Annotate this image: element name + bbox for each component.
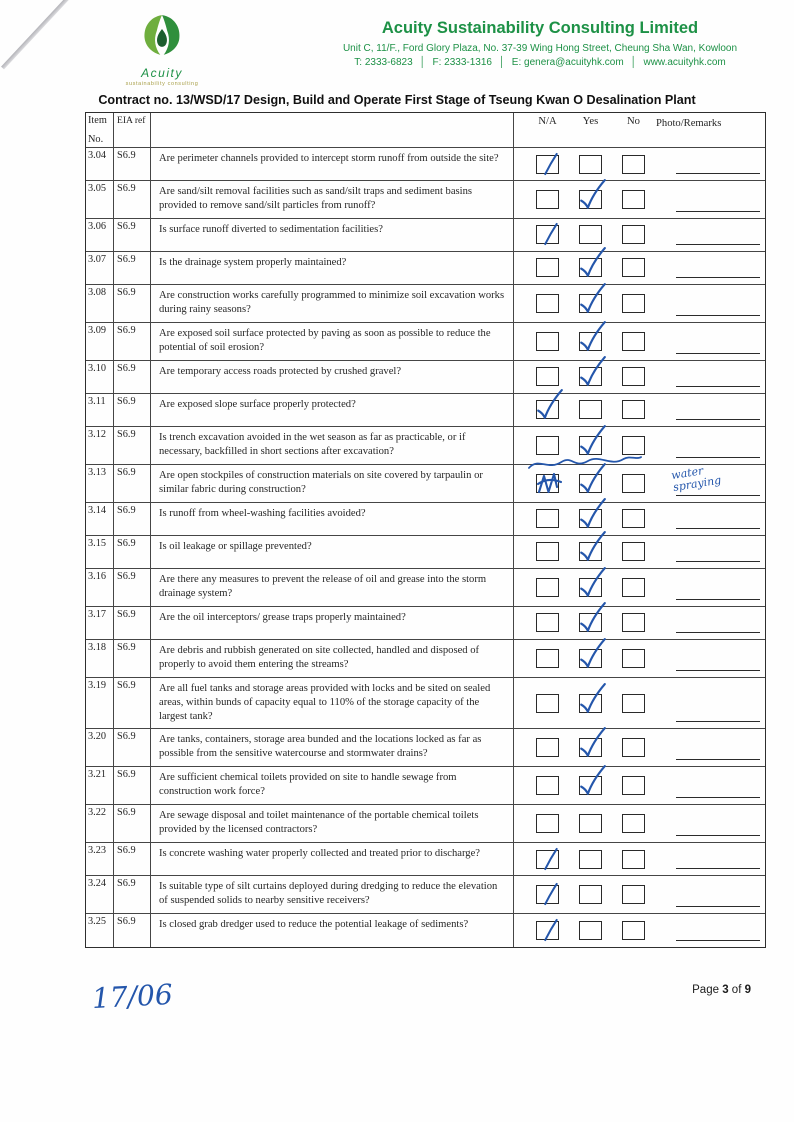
row-question: Are sewage disposal and toilet maintenance of the portable chemical toilets provided by the licensed contractors?	[151, 805, 514, 842]
row-remarks-field[interactable]	[654, 252, 764, 284]
checkbox-na[interactable]	[536, 776, 559, 795]
checkbox-no[interactable]	[622, 649, 645, 668]
checkbox-no[interactable]	[622, 400, 645, 419]
row-eia-ref: S6.9	[114, 503, 151, 535]
row-question: Are construction works carefully programmed to minimize soil excavation works during rainy seasons?	[151, 285, 514, 322]
checkbox-yes[interactable]	[579, 509, 602, 528]
checkbox-na[interactable]	[536, 474, 559, 493]
row-remarks-field[interactable]	[654, 181, 764, 218]
row-item-no: 3.08	[86, 285, 114, 322]
contact-separator: │	[419, 56, 426, 68]
row-item-no: 3.11	[86, 394, 114, 426]
col-header-remarks: Photo/Remarks	[656, 118, 722, 129]
row-item-no: 3.15	[86, 536, 114, 568]
row-remarks-field[interactable]	[654, 914, 764, 947]
row-eia-ref: S6.9	[114, 181, 151, 218]
company-address: Unit C, 11/F., Ford Glory Plaza, No. 37-39 Wing Hong Street, Cheung Sha Wan, Kowloon	[342, 42, 738, 54]
checkbox-na[interactable]	[536, 694, 559, 713]
table-row	[86, 219, 765, 252]
remark-writing-line	[676, 386, 760, 387]
checkbox-no[interactable]	[622, 613, 645, 632]
row-remarks-field[interactable]	[654, 148, 764, 180]
checkbox-no[interactable]	[622, 885, 645, 904]
row-remarks-field[interactable]	[654, 607, 764, 639]
row-question: Are perimeter channels provided to intercept storm runoff from outside the site?	[151, 148, 514, 180]
row-remarks-field[interactable]	[654, 427, 764, 464]
row-eia-ref: S6.9	[114, 805, 151, 842]
row-eia-ref: S6.9	[114, 394, 151, 426]
row-remarks-field[interactable]	[654, 678, 764, 729]
row-item-no: 3.12	[86, 427, 114, 464]
checkbox-na[interactable]	[536, 155, 559, 174]
table-row	[86, 607, 765, 640]
table-row	[86, 503, 765, 536]
checkbox-no[interactable]	[622, 738, 645, 757]
row-item-no: 3.21	[86, 767, 114, 804]
table-row	[86, 914, 765, 947]
row-item-no: 3.06	[86, 219, 114, 251]
row-remarks-field[interactable]	[654, 503, 764, 535]
remark-writing-line	[676, 495, 760, 496]
table-row	[86, 465, 765, 503]
table-header-row	[86, 113, 765, 148]
table-row	[86, 536, 765, 569]
row-eia-ref: S6.9	[114, 323, 151, 360]
col-header-item-line1: Item	[88, 115, 107, 126]
contract-title: Contract no. 13/WSD/17 Design, Build and Operate First Stage of Tseung Kwan O Desalination Plant	[98, 93, 696, 107]
row-eia-ref: S6.9	[114, 729, 151, 766]
row-item-no: 3.16	[86, 569, 114, 606]
row-question: Are sand/silt removal facilities such as sand/silt traps and sediment basins provided to remove sand/silt particles from runoff?	[151, 181, 514, 218]
checkbox-yes[interactable]	[579, 294, 602, 313]
row-remarks-field[interactable]	[654, 361, 764, 393]
row-item-no: 3.17	[86, 607, 114, 639]
row-checks	[514, 805, 654, 842]
row-checks	[514, 323, 654, 360]
remark-writing-line	[676, 906, 760, 907]
row-eia-ref: S6.9	[114, 678, 151, 729]
checkbox-na[interactable]	[536, 921, 559, 940]
table-row	[86, 729, 765, 767]
row-eia-ref: S6.9	[114, 843, 151, 875]
checkbox-no[interactable]	[622, 694, 645, 713]
checkbox-no[interactable]	[622, 332, 645, 351]
remark-writing-line	[676, 173, 760, 174]
row-remark-handwriting: water spraying	[670, 463, 722, 494]
table-row	[86, 767, 765, 805]
company-tel: T: 2333-6823	[354, 56, 413, 68]
row-eia-ref: S6.9	[114, 607, 151, 639]
checklist-body	[86, 148, 765, 947]
row-checks	[514, 876, 654, 913]
checkbox-na[interactable]	[536, 613, 559, 632]
checkbox-na[interactable]	[536, 258, 559, 277]
row-question: Are exposed slope surface properly protected?	[151, 394, 514, 426]
acuity-leaf-logo-icon	[134, 10, 190, 60]
col-header-answers	[514, 113, 654, 147]
table-row	[86, 323, 765, 361]
table-row	[86, 805, 765, 843]
checkbox-na[interactable]	[536, 190, 559, 209]
company-logo	[124, 10, 200, 87]
checkbox-na[interactable]	[536, 649, 559, 668]
row-item-no: 3.10	[86, 361, 114, 393]
row-checks	[514, 843, 654, 875]
row-checks	[514, 767, 654, 804]
row-checks	[514, 219, 654, 251]
checkbox-yes[interactable]	[579, 885, 602, 904]
remark-writing-line	[676, 599, 760, 600]
remark-writing-line	[676, 244, 760, 245]
remark-writing-line	[676, 528, 760, 529]
remark-writing-line	[676, 835, 760, 836]
row-eia-ref: S6.9	[114, 640, 151, 677]
checkbox-yes[interactable]	[579, 850, 602, 869]
row-checks	[514, 181, 654, 218]
row-question: Are exposed soil surface protected by paving as soon as possible to reduce the potential of soil erosion?	[151, 323, 514, 360]
row-eia-ref: S6.9	[114, 914, 151, 947]
remark-writing-line	[676, 457, 760, 458]
row-checks	[514, 536, 654, 568]
checkbox-no[interactable]	[622, 850, 645, 869]
row-eia-ref: S6.9	[114, 427, 151, 464]
checkbox-no[interactable]	[622, 509, 645, 528]
row-checks	[514, 285, 654, 322]
col-header-yes: Yes	[582, 116, 599, 127]
row-question: Is runoff from wheel-washing facilities avoided?	[151, 503, 514, 535]
row-question: Is the drainage system properly maintained?	[151, 252, 514, 284]
row-eia-ref: S6.9	[114, 252, 151, 284]
checkbox-no[interactable]	[622, 155, 645, 174]
checkbox-no[interactable]	[622, 258, 645, 277]
checkbox-yes[interactable]	[579, 921, 602, 940]
row-checks	[514, 503, 654, 535]
remark-writing-line	[676, 277, 760, 278]
row-question: Is trench excavation avoided in the wet season as far as practicable, or if necessary, backfilled in short sections after excavation?	[151, 427, 514, 464]
row-eia-ref: S6.9	[114, 285, 151, 322]
col-header-eia: EIA ref	[114, 113, 151, 147]
scan-corner-artifact	[1, 0, 75, 69]
row-question: Is concrete washing water properly collected and treated prior to discharge?	[151, 843, 514, 875]
checkbox-yes[interactable]	[579, 814, 602, 833]
page-label-of: of	[731, 984, 742, 996]
company-contacts	[310, 57, 770, 68]
row-checks	[514, 640, 654, 677]
row-checks	[514, 465, 654, 502]
checkbox-na[interactable]	[536, 294, 559, 313]
row-eia-ref: S6.9	[114, 536, 151, 568]
checkbox-yes[interactable]	[579, 190, 602, 209]
row-checks	[514, 914, 654, 947]
row-remarks-field[interactable]	[654, 465, 764, 502]
row-remarks-field[interactable]	[654, 843, 764, 875]
row-question: Are all fuel tanks and storage areas provided with locks and be sited on sealed areas, within bunds of capacity equal to 110% of the storage capacity of the largest tank?	[151, 678, 514, 729]
contact-separator: │	[630, 56, 637, 68]
row-remarks-field[interactable]	[654, 876, 764, 913]
row-checks	[514, 361, 654, 393]
row-question: Is oil leakage or spillage prevented?	[151, 536, 514, 568]
row-item-no: 3.13	[86, 465, 114, 502]
row-remarks-field[interactable]	[654, 219, 764, 251]
row-item-no: 3.14	[86, 503, 114, 535]
col-header-item	[86, 113, 114, 147]
row-question: Are sufficient chemical toilets provided on site to handle sewage from construction work force?	[151, 767, 514, 804]
remark-writing-line	[676, 561, 760, 562]
row-question: Is suitable type of silt curtains deployed during dredging to reduce the elevation of suspended solids to nearby sensitive receivers?	[151, 876, 514, 913]
checkbox-no[interactable]	[622, 294, 645, 313]
row-checks	[514, 729, 654, 766]
row-remarks-field[interactable]	[654, 536, 764, 568]
row-eia-ref: S6.9	[114, 465, 151, 502]
row-question: Are there any measures to prevent the release of oil and grease into the storm drainage system?	[151, 569, 514, 606]
checkbox-no[interactable]	[622, 814, 645, 833]
checkbox-yes[interactable]	[579, 332, 602, 351]
row-item-no: 3.19	[86, 678, 114, 729]
logo-tagline-text: sustainability consulting	[125, 81, 199, 87]
row-checks	[514, 252, 654, 284]
col-header-question	[151, 113, 514, 147]
row-question: Is closed grab dredger used to reduce the potential leakage of sediments?	[151, 914, 514, 947]
row-remarks-field[interactable]	[654, 805, 764, 842]
table-row	[86, 640, 765, 678]
checkbox-yes[interactable]	[579, 367, 602, 386]
remark-writing-line	[676, 759, 760, 760]
row-item-no: 3.04	[86, 148, 114, 180]
remark-writing-line	[676, 670, 760, 671]
row-eia-ref: S6.9	[114, 361, 151, 393]
col-header-item-line2: No.	[88, 134, 104, 145]
page-label-prefix: Page	[692, 984, 719, 996]
row-question: Are the oil interceptors/ grease traps properly maintained?	[151, 607, 514, 639]
checkbox-yes[interactable]	[579, 613, 602, 632]
company-name: Acuity Sustainability Consulting Limited	[381, 19, 699, 37]
row-remarks-field[interactable]	[654, 323, 764, 360]
table-row	[86, 569, 765, 607]
handwritten-date: 17/06	[91, 977, 174, 1016]
checkbox-na[interactable]	[536, 814, 559, 833]
checkbox-yes[interactable]	[579, 400, 602, 419]
checkbox-yes[interactable]	[579, 694, 602, 713]
page-number	[692, 984, 751, 996]
checkbox-na[interactable]	[536, 400, 559, 419]
checkbox-na[interactable]	[536, 885, 559, 904]
checkbox-no[interactable]	[622, 578, 645, 597]
logo-brand-text: Acuity	[141, 66, 183, 80]
checkbox-yes[interactable]	[579, 258, 602, 277]
contact-separator: │	[498, 56, 505, 68]
checklist-table	[85, 112, 766, 948]
row-item-no: 3.23	[86, 843, 114, 875]
remark-writing-line	[676, 868, 760, 869]
row-item-no: 3.07	[86, 252, 114, 284]
company-website: www.acuityhk.com	[643, 56, 726, 68]
remark-writing-line	[676, 211, 760, 212]
checkbox-yes[interactable]	[579, 542, 602, 561]
checkbox-na[interactable]	[536, 578, 559, 597]
checkbox-yes[interactable]	[579, 225, 602, 244]
row-remarks-field[interactable]	[654, 569, 764, 606]
remark-writing-line	[676, 632, 760, 633]
row-eia-ref: S6.9	[114, 219, 151, 251]
row-checks	[514, 607, 654, 639]
row-eia-ref: S6.9	[114, 569, 151, 606]
row-item-no: 3.20	[86, 729, 114, 766]
company-fax: F: 2333-1316	[432, 56, 492, 68]
col-header-no: No	[627, 116, 640, 127]
row-question: Are debris and rubbish generated on site collected, handled and disposed of properly to avoid them entering the streams?	[151, 640, 514, 677]
checkbox-no[interactable]	[622, 190, 645, 209]
row-checks	[514, 569, 654, 606]
row-question: Are temporary access roads protected by crushed gravel?	[151, 361, 514, 393]
table-row	[86, 876, 765, 914]
row-remarks-field[interactable]	[654, 729, 764, 766]
checkbox-no[interactable]	[622, 367, 645, 386]
table-row	[86, 427, 765, 465]
table-row	[86, 394, 765, 427]
table-row	[86, 678, 765, 730]
checkbox-yes[interactable]	[579, 738, 602, 757]
row-item-no: 3.22	[86, 805, 114, 842]
row-checks	[514, 148, 654, 180]
row-eia-ref: S6.9	[114, 876, 151, 913]
checkbox-yes[interactable]	[579, 155, 602, 174]
letterhead	[310, 18, 770, 68]
remark-writing-line	[676, 315, 760, 316]
checkbox-na[interactable]	[536, 542, 559, 561]
checkbox-yes[interactable]	[579, 776, 602, 795]
checkbox-na[interactable]	[536, 850, 559, 869]
row-eia-ref: S6.9	[114, 148, 151, 180]
page-total: 9	[744, 984, 751, 996]
row-item-no: 3.24	[86, 876, 114, 913]
checkbox-yes[interactable]	[579, 578, 602, 597]
table-row	[86, 181, 765, 219]
checkbox-na[interactable]	[536, 509, 559, 528]
remark-writing-line	[676, 940, 760, 941]
row-checks	[514, 394, 654, 426]
row-question: Are tanks, containers, storage area bunded and the locations locked as far as possible from the sensitive watercourse and stormwater drains?	[151, 729, 514, 766]
row-item-no: 3.09	[86, 323, 114, 360]
row-item-no: 3.25	[86, 914, 114, 947]
company-email: E: genera@acuityhk.com	[511, 56, 624, 68]
checkbox-no[interactable]	[622, 776, 645, 795]
row-question: Is surface runoff diverted to sedimentation facilities?	[151, 219, 514, 251]
row-item-no: 3.05	[86, 181, 114, 218]
remark-writing-line	[676, 353, 760, 354]
checkbox-yes[interactable]	[579, 649, 602, 668]
table-row	[86, 843, 765, 876]
table-row	[86, 148, 765, 181]
row-question: Are open stockpiles of construction materials on site covered by tarpaulin or similar fabric during construction?	[151, 465, 514, 502]
row-eia-ref: S6.9	[114, 767, 151, 804]
row-checks	[514, 678, 654, 729]
row-remarks-field[interactable]	[654, 394, 764, 426]
row-remarks-field[interactable]	[654, 640, 764, 677]
table-row	[86, 361, 765, 394]
checkbox-na[interactable]	[536, 225, 559, 244]
col-header-na: N/A	[538, 116, 557, 127]
page-current: 3	[722, 984, 729, 996]
remark-writing-line	[676, 419, 760, 420]
row-remarks-field[interactable]	[654, 767, 764, 804]
table-row	[86, 285, 765, 323]
checkbox-no[interactable]	[622, 921, 645, 940]
row-item-no: 3.18	[86, 640, 114, 677]
checkbox-no[interactable]	[622, 474, 645, 493]
remark-writing-line	[676, 721, 760, 722]
row-remarks-field[interactable]	[654, 285, 764, 322]
checkbox-no[interactable]	[622, 225, 645, 244]
checkbox-no[interactable]	[622, 542, 645, 561]
remark-writing-line	[676, 797, 760, 798]
checkbox-na[interactable]	[536, 738, 559, 757]
checkbox-na[interactable]	[536, 367, 559, 386]
checkbox-na[interactable]	[536, 332, 559, 351]
checkbox-yes[interactable]	[579, 474, 602, 493]
table-row	[86, 252, 765, 285]
